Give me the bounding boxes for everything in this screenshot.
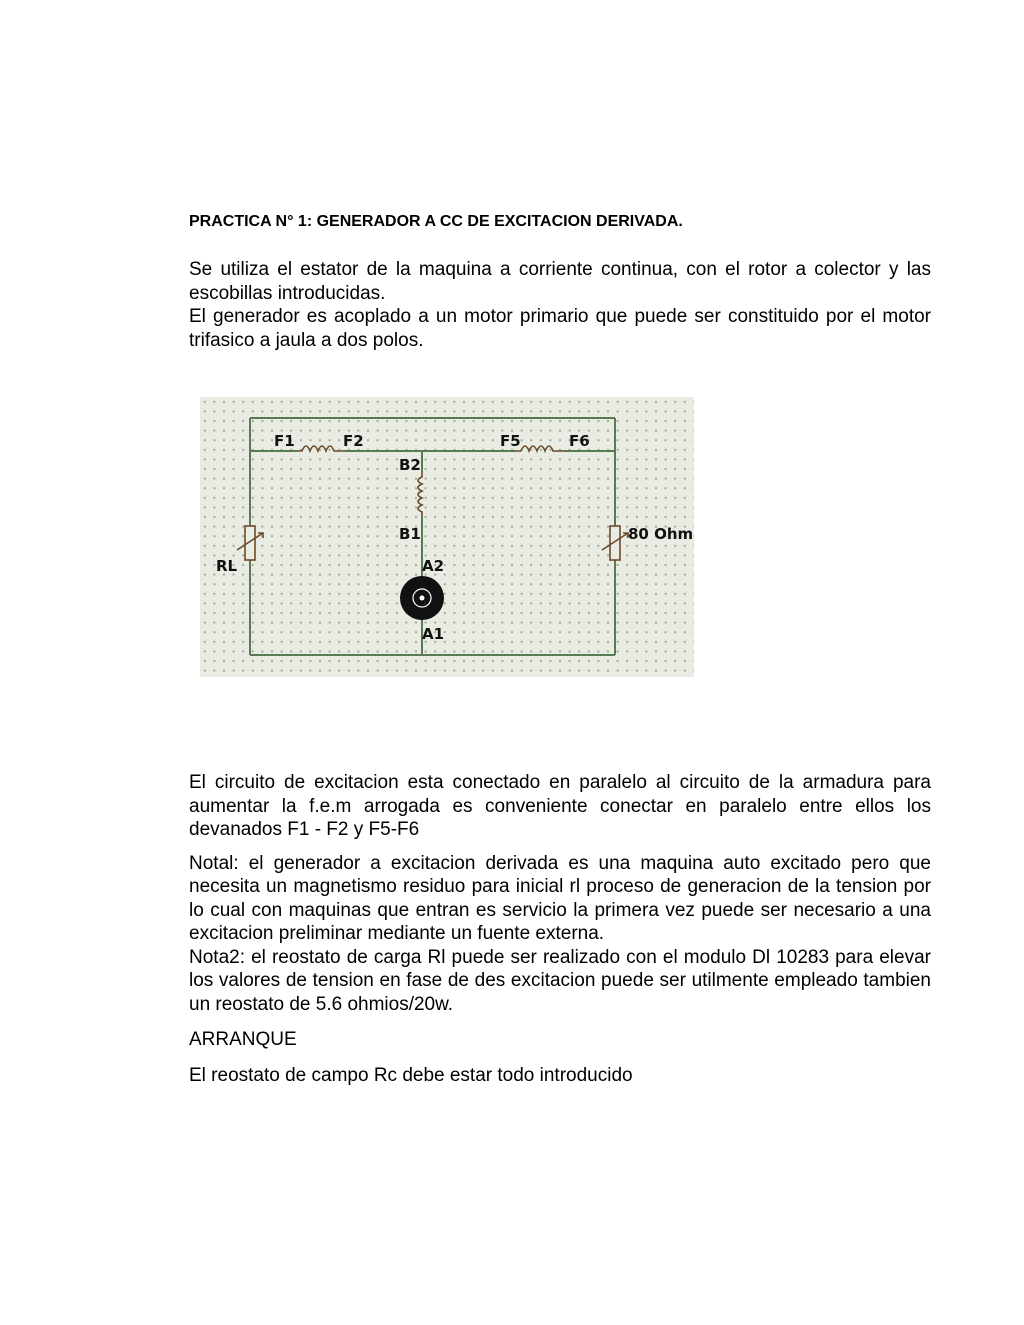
body-last-line: El reostato de campo Rc debe estar todo introducido <box>189 1064 633 1086</box>
label-f6: F6 <box>569 432 590 450</box>
body-paragraph-notal: Notal: el generador a excitacion derivada es una maquina auto excitado pero que necesita un magnetismo residuo para inicial rl proceso de generacion de la tension por lo cual con maquinas que entran es servicio la primera vez puede ser necesario a una excitacion preliminar mediante un fuente externa. <box>189 852 931 944</box>
label-b2: B2 <box>399 456 421 474</box>
generator-symbol <box>400 576 444 620</box>
label-f2: F2 <box>343 432 364 450</box>
circuit-svg <box>200 397 694 677</box>
page-body <box>189 771 931 1087</box>
label-80-ohm: 80 Ohm <box>628 525 694 543</box>
intro-paragraph-2: El generador es acoplado a un motor primario que puede ser constituido por el motor trifasico a jaula a dos polos. <box>189 306 931 351</box>
document-title: PRACTICA N° 1: GENERADOR A CC DE EXCITACION DERIVADA. <box>189 213 683 230</box>
label-f5: F5 <box>500 432 521 450</box>
label-a1: A1 <box>422 625 445 643</box>
label-b1: B1 <box>399 525 421 543</box>
label-a2: A2 <box>422 557 445 575</box>
circuit-diagram <box>200 397 694 677</box>
body-paragraph-nota2: Nota2: el reostato de carga Rl puede ser realizado con el modulo Dl 10283 para elevar los valores de tension en fase de des excitacion puede ser utilmente empleado tambien un reostato de 5.6 ohmios/20w. <box>189 946 931 1015</box>
label-f1: F1 <box>274 432 295 450</box>
intro-paragraph-1: Se utiliza el estator de la maquina a corriente continua, con el rotor a colector y las escobillas introducidas. <box>189 259 931 304</box>
body-paragraph-1: El circuito de excitacion esta conectado en paralelo al circuito de la armadura para aumentar la f.e.m arrogada es conveniente conectar en paralelo entre ellos los devanados F1 - F2 y F5-F6 <box>189 772 931 840</box>
section-heading-arranque: ARRANQUE <box>189 1029 297 1050</box>
label-rl: RL <box>216 557 238 575</box>
page-top <box>189 211 931 352</box>
